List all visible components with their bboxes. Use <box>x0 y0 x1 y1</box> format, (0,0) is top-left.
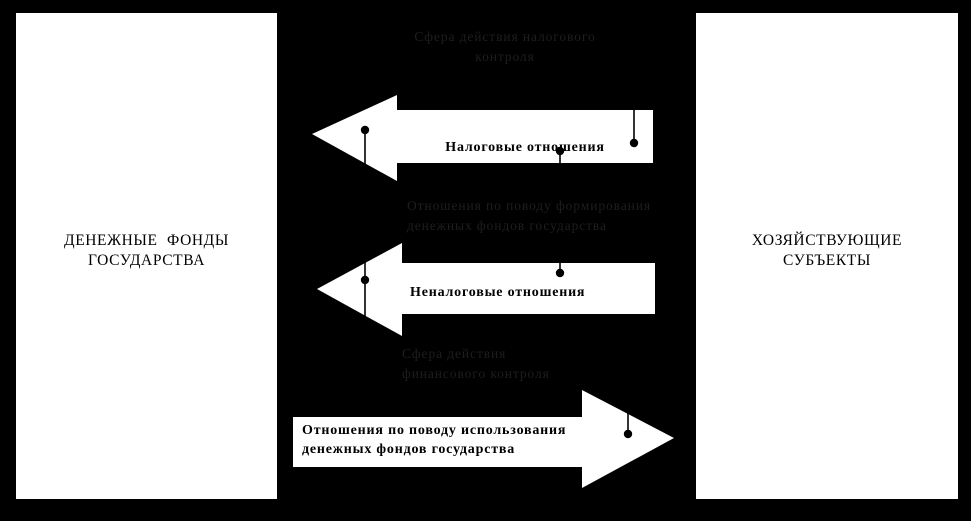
tax-relations-arrow <box>312 95 653 181</box>
funds-formation-label-line1: Отношения по поводу формирования <box>407 198 651 213</box>
tax-control-scope-label-line1: Сфера действия налогового <box>414 29 596 44</box>
funds-formation-label-line2: денежных фондов государства <box>407 218 607 233</box>
financial-control-scope-label <box>402 344 550 384</box>
connector-dot-nontax-head <box>361 276 369 284</box>
usage-relations-arrow-label-line1: Отношения по поводу использования <box>302 423 567 438</box>
usage-relations-arrow-label <box>302 421 566 459</box>
state-money-funds-title-line2: ГОСУДАРСТВА <box>87 252 206 269</box>
financial-control-scope-label-line1: Сфера действия <box>402 346 507 361</box>
state-money-funds-title-line1: ДЕНЕЖНЫЕ ФОНДЫ <box>64 232 229 249</box>
economic-entities-title-line1: ХОЗЯЙСТВУЮЩИЕ <box>751 232 903 249</box>
connector-dot-nontax-top <box>556 269 564 277</box>
usage-relations-arrow-label-line2: денежных фондов государства <box>302 442 516 457</box>
tax-control-scope-label-line2: контроля <box>475 49 535 64</box>
tax-control-scope-label <box>355 27 655 67</box>
funds-formation-label <box>407 196 651 236</box>
connector-dot-usage-head <box>624 430 632 438</box>
nontax-relations-arrow-label: Неналоговые отношения <box>410 285 586 300</box>
financial-control-scope-label-line2: финансового контроля <box>402 366 550 381</box>
connector-dot-tax-head <box>361 126 369 134</box>
tax-relations-arrow-label: Налоговые отношения <box>445 140 605 155</box>
economic-entities-title-line2: СУБЪЕКТЫ <box>783 252 871 269</box>
